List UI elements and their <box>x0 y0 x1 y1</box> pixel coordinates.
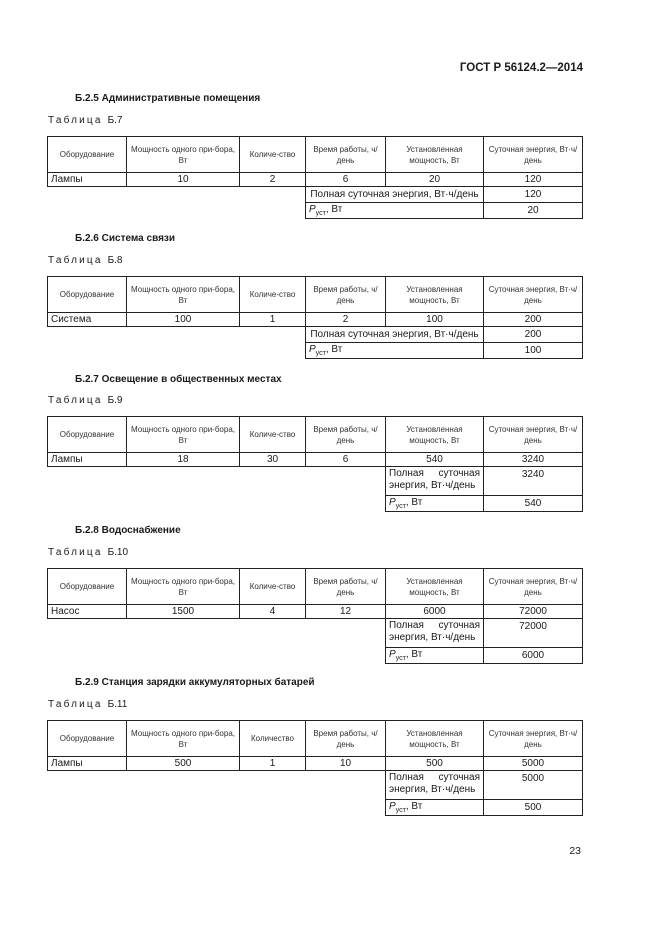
col-header: Оборудование <box>48 277 127 313</box>
col-header: Суточная энергия, Вт·ч/день <box>484 721 583 757</box>
cell: 1 <box>240 313 306 327</box>
p-installed-label: $P_{уст}$, Вт <box>306 203 484 219</box>
cell: 100 <box>386 313 484 327</box>
p-installed-value: 500 <box>484 800 583 816</box>
table-header-row <box>48 137 583 173</box>
table-row <box>48 605 583 619</box>
cell: 200 <box>484 313 583 327</box>
cell: 540 <box>386 453 484 467</box>
table-header-row <box>48 569 583 605</box>
col-header: Суточная энергия, Вт·ч/день <box>484 137 583 173</box>
table-row <box>48 313 583 327</box>
cell: 4 <box>240 605 306 619</box>
col-header: Количество <box>240 721 306 757</box>
col-header: Оборудование <box>48 417 127 453</box>
cell: Лампы <box>48 173 127 187</box>
col-header: Количе-ство <box>240 277 306 313</box>
cell: Насос <box>48 605 127 619</box>
col-header: Мощность одного при-бора, Вт <box>127 137 240 173</box>
cell: 100 <box>127 313 240 327</box>
total-row <box>48 327 583 343</box>
total-label: Полная суточная энергия, Вт·ч/день <box>386 771 484 800</box>
total-value: 3240 <box>484 467 583 496</box>
col-header: Установленная мощность, Вт <box>386 569 484 605</box>
col-header: Время работы, ч/день <box>306 569 386 605</box>
p-installed-row <box>48 800 583 816</box>
col-header: Оборудование <box>48 721 127 757</box>
cell: 72000 <box>484 605 583 619</box>
cell: Лампы <box>48 757 127 771</box>
table-caption: Таблица Б.7 <box>48 115 123 126</box>
page-number: 23 <box>569 845 581 857</box>
cell: 30 <box>240 453 306 467</box>
col-header: Оборудование <box>48 569 127 605</box>
col-header: Мощность одного при-бора, Вт <box>127 569 240 605</box>
col-header: Время работы, ч/день <box>306 137 386 173</box>
cell: 6 <box>306 173 386 187</box>
cell: 18 <box>127 453 240 467</box>
col-header: Установленная мощность, Вт <box>386 277 484 313</box>
p-installed-row <box>48 343 583 359</box>
col-header: Суточная энергия, Вт·ч/день <box>484 569 583 605</box>
cell: 1500 <box>127 605 240 619</box>
total-label: Полная суточная энергия, Вт·ч/день <box>306 327 484 343</box>
cell: 10 <box>127 173 240 187</box>
total-label: Полная суточная энергия, Вт·ч/день <box>306 187 484 203</box>
col-header: Мощность одного при-бора, Вт <box>127 417 240 453</box>
cell: 500 <box>127 757 240 771</box>
total-label: Полная суточная энергия, Вт·ч/день <box>386 619 484 648</box>
p-installed-value: 540 <box>484 496 583 512</box>
document-standard-header: ГОСТ Р 56124.2—2014 <box>459 62 583 74</box>
col-header: Оборудование <box>48 137 127 173</box>
p-installed-row <box>48 203 583 219</box>
cell: 6 <box>306 453 386 467</box>
table-caption: Таблица Б.11 <box>48 699 128 710</box>
table-b10 <box>47 568 583 664</box>
p-installed-value: 100 <box>484 343 583 359</box>
col-header: Установленная мощность, Вт <box>386 137 484 173</box>
table-row <box>48 173 583 187</box>
col-header: Установленная мощность, Вт <box>386 721 484 757</box>
cell: 5000 <box>484 757 583 771</box>
table-b7 <box>47 136 583 219</box>
col-header: Количе-ство <box>240 137 306 173</box>
total-row <box>48 467 583 496</box>
section-heading: Б.2.7 Освещение в общественных местах <box>75 374 282 385</box>
col-header: Время работы, ч/день <box>306 277 386 313</box>
total-value: 200 <box>484 327 583 343</box>
cell: 6000 <box>386 605 484 619</box>
col-header: Количе-ство <box>240 569 306 605</box>
cell: 1 <box>240 757 306 771</box>
col-header: Время работы, ч/день <box>306 417 386 453</box>
total-row <box>48 619 583 648</box>
p-installed-value: 6000 <box>484 648 583 664</box>
col-header: Суточная энергия, Вт·ч/день <box>484 417 583 453</box>
total-value: 5000 <box>484 771 583 800</box>
table-b11 <box>47 720 583 816</box>
col-header: Мощность одного при-бора, Вт <box>127 721 240 757</box>
table-row <box>48 453 583 467</box>
section-heading: Б.2.5 Административные помещения <box>75 93 261 104</box>
table-row <box>48 757 583 771</box>
table-b8 <box>47 276 583 359</box>
table-header-row <box>48 721 583 757</box>
section-heading: Б.2.6 Система связи <box>75 233 176 244</box>
col-header: Количе-ство <box>240 417 306 453</box>
col-header: Суточная энергия, Вт·ч/день <box>484 277 583 313</box>
table-header-row <box>48 277 583 313</box>
cell: 120 <box>484 173 583 187</box>
total-label: Полная суточная энергия, Вт·ч/день <box>386 467 484 496</box>
cell: 2 <box>240 173 306 187</box>
total-value: 120 <box>484 187 583 203</box>
total-row <box>48 187 583 203</box>
total-value: 72000 <box>484 619 583 648</box>
table-caption: Таблица Б.8 <box>48 255 123 266</box>
cell: 2 <box>306 313 386 327</box>
col-header: Установленная мощность, Вт <box>386 417 484 453</box>
cell: 20 <box>386 173 484 187</box>
p-installed-label: $P_{уст}$, Вт <box>306 343 484 359</box>
cell: 10 <box>306 757 386 771</box>
p-installed-label: $P_{уст}$, Вт <box>386 496 484 512</box>
p-installed-row <box>48 648 583 664</box>
cell: 3240 <box>484 453 583 467</box>
cell: Система <box>48 313 127 327</box>
table-caption: Таблица Б.9 <box>48 395 123 406</box>
p-installed-value: 20 <box>484 203 583 219</box>
col-header: Мощность одного при-бора, Вт <box>127 277 240 313</box>
col-header: Время работы, ч/день <box>306 721 386 757</box>
p-installed-row <box>48 496 583 512</box>
section-heading: Б.2.9 Станция зарядки аккумуляторных батарей <box>75 677 315 688</box>
total-row <box>48 771 583 800</box>
cell: 12 <box>306 605 386 619</box>
cell: Лампы <box>48 453 127 467</box>
table-caption: Таблица Б.10 <box>48 547 129 558</box>
table-b9 <box>47 416 583 512</box>
p-installed-label: $P_{уст}$, Вт <box>386 800 484 816</box>
p-installed-label: $P_{уст}$, Вт <box>386 648 484 664</box>
cell: 500 <box>386 757 484 771</box>
table-header-row <box>48 417 583 453</box>
section-heading: Б.2.8 Водоснабжение <box>75 525 181 536</box>
